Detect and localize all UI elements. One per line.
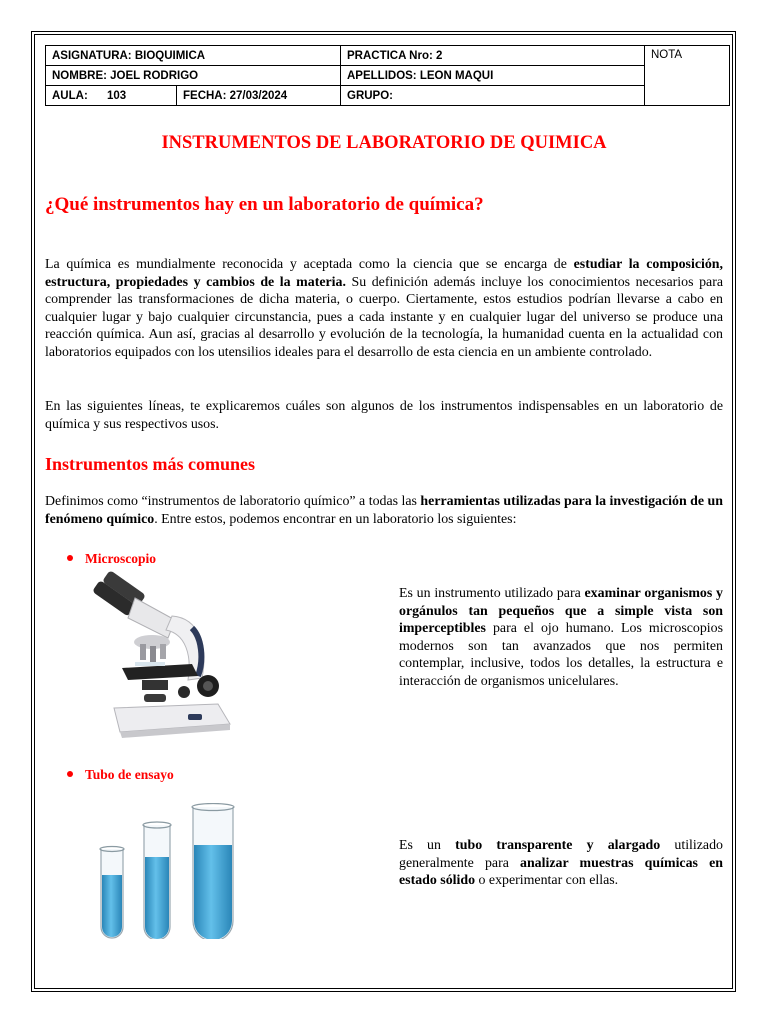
intro-paragraph: La química es mundialmente reconocida y aceptada como la ciencia que se encarga de estudiar la composición, estructura, propiedades y cambios de la materia. Su definición además incluye los conocimientos necesarios para comprender las transformaciones de dicha materia, o cuerpo. Ciertamente, estos estudios podrían llevarse a cabo en cualquier lugar y bajo cualquier circunstancia, pues a cada instante y en cualquier lugar del universo se produce una reacción química. Aun así, gracias al desarrollo y evolución de la tecnología, la humanidad cuenta en la actualidad con laboratorios equipados con los utensilios ideales para el desarrollo de esta ciencia en un ambiente controlado. [45,257,723,360]
grupo-cell: GRUPO: [341,86,645,106]
tubo-bullet: Tubo de ensayo [67,767,174,783]
microscopio-description: Es un instrumento utilizado para examinar organismos y orgánulos tan pequeños que a simple vista son imperceptibles para el ojo humano. Los microscopios modernos son tan avanzados que nos permiten contemplar, inclusive, todos los detalles, la estructura e interacción de organismos unicelulares. [399,586,723,689]
microscope-image [80,568,245,740]
explanation-paragraph: En las siguientes líneas, te explicaremos cuáles son algunos de los instrumentos indispensables en un laboratorio de química y sus respectivos usos. [45,399,723,432]
apellidos-cell: APELLIDOS: LEON MAQUI [341,66,645,86]
nombre-cell: NOMBRE: JOEL RODRIGO [46,66,341,86]
header-table [45,45,730,106]
nota-cell: NOTA [645,46,730,106]
bullet-dot-icon [67,771,73,777]
question-heading: ¿Qué instrumentos hay en un laboratorio de química? [45,194,484,215]
bullet-dot-icon [67,555,73,561]
definition-paragraph: Definimos como “instrumentos de laboratorio químico” a todas las herramientas utilizadas para la investigación de un fenómeno químico. Entre estos, podemos encontrar en un laboratorio los siguientes: [45,494,723,527]
tubo-description: Es un tubo transparente y alargado utilizado generalmente para analizar muestras químicas en estado sólido o experimentar con ellas. [399,838,723,889]
asignatura-cell: ASIGNATURA: BIOQUIMICA [46,46,341,66]
fecha-cell: FECHA: 27/03/2024 [177,86,341,106]
practica-cell: PRACTICA Nro: 2 [341,46,645,66]
common-instruments-heading: Instrumentos más comunes [45,454,256,474]
test-tubes-image [95,803,245,939]
microscopio-bullet: Microscopio [67,551,156,567]
page-title: INSTRUMENTOS DE LABORATORIO DE QUIMICA [161,133,607,153]
aula-cell: AULA: 103 [46,86,177,106]
